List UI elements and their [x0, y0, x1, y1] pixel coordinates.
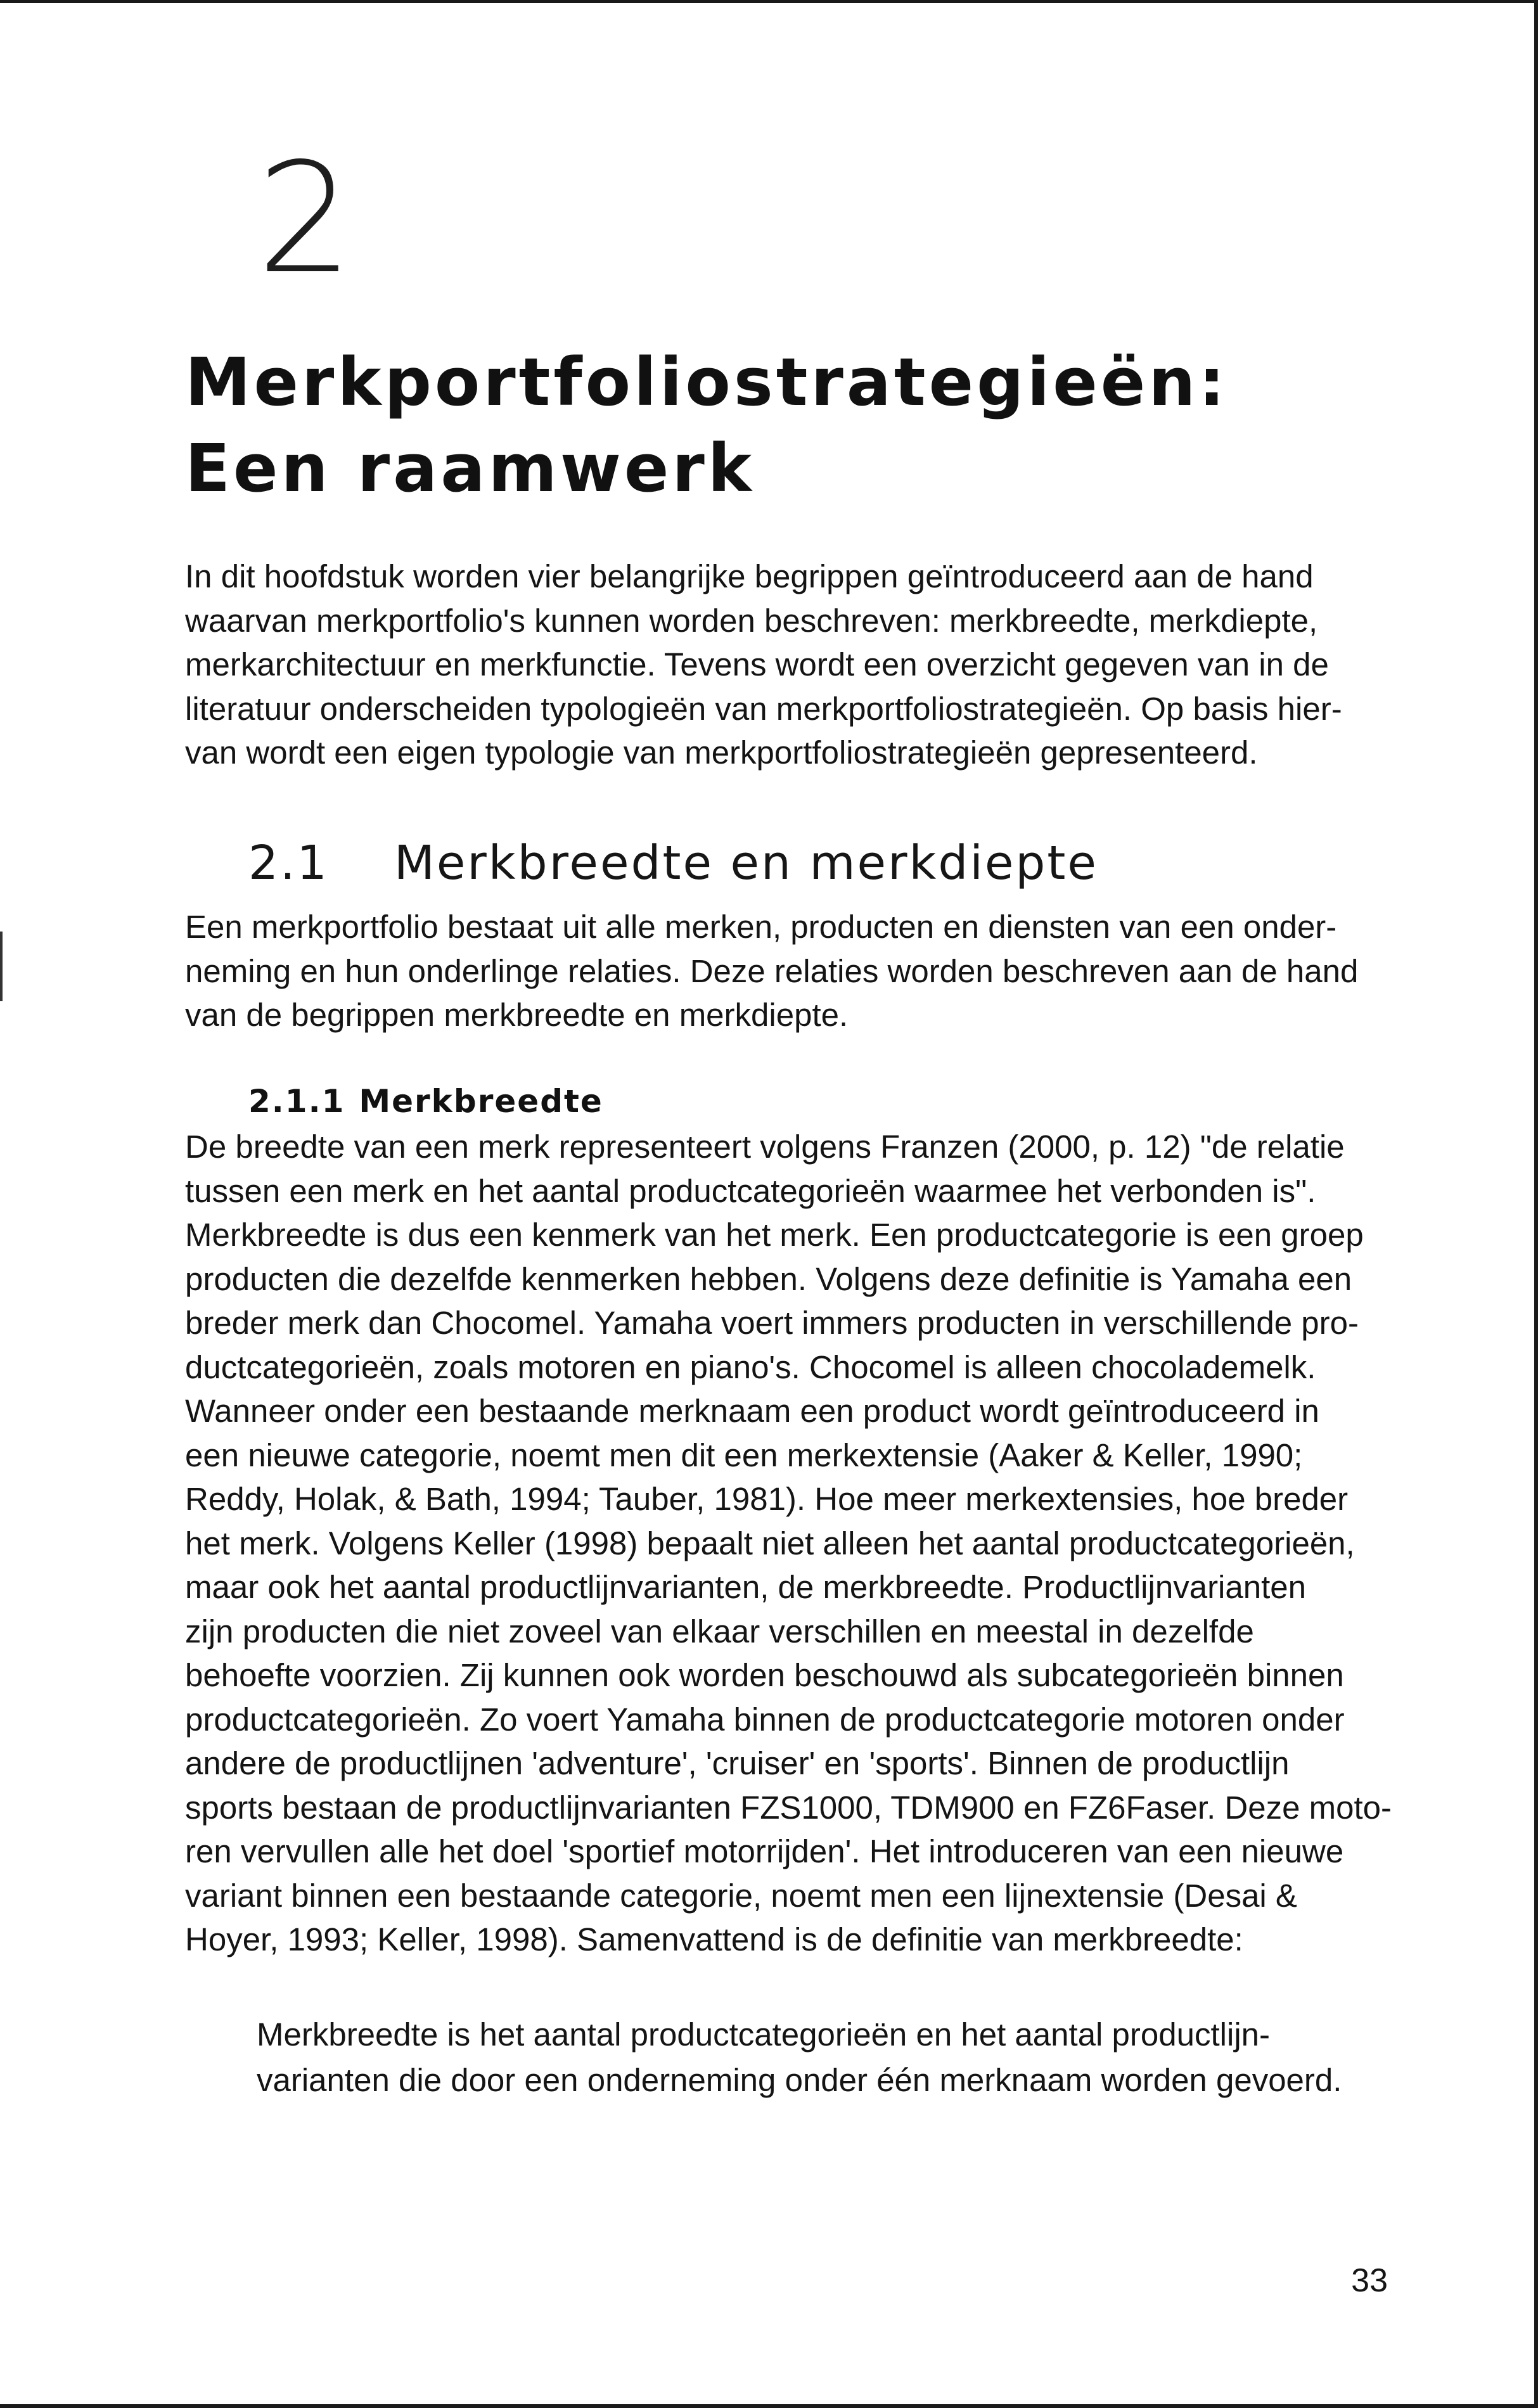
page-number: 33	[1351, 2262, 1388, 2299]
definition-line: varianten die door een onderneming onder één merknaam worden gevoerd.	[257, 2062, 1342, 2098]
paragraph-line: Merkbreedte is dus een kenmerk van het merk. Een productcategorie is een groep	[185, 1217, 1364, 1253]
paragraph-line: merkarchitectuur en merkfunctie. Tevens wordt een overzicht gegeven van in de	[185, 646, 1329, 682]
paragraph-line: ductcategorieën, zoals motoren en piano's. Chocomel is alleen chocolademelk.	[185, 1348, 1316, 1385]
chapter-title-line-2: Een raamwerk	[185, 430, 755, 507]
chapter-title	[185, 339, 1452, 511]
section-number: 2.1	[248, 836, 329, 890]
paragraph-line: variant binnen een bestaande categorie, noemt men een lijnextensie (Desai &	[185, 1877, 1297, 1914]
definition-line: Merkbreedte is het aantal productcategorieën en het aantal productlijn-	[257, 2016, 1271, 2053]
subsection-number: 2.1.1	[248, 1083, 345, 1120]
paragraph-line: ren vervullen alle het doel 'sportief motorrijden'. Het introduceren van een nieuwe	[185, 1833, 1344, 1869]
paragraph-line: het merk. Volgens Keller (1998) bepaalt niet alleen het aantal productcategorieën,	[185, 1525, 1355, 1561]
intro-paragraph	[185, 554, 1389, 775]
paragraph-line: breder merk dan Chocomel. Yamaha voert immers producten in verschillende pro-	[185, 1305, 1359, 1341]
paragraph-line: productcategorieën. Zo voert Yamaha binnen de productcategorie motoren onder	[185, 1701, 1345, 1738]
section-2-1-1-paragraph	[185, 1125, 1392, 1962]
paragraph-line: neming en hun onderlinge relaties. Deze relaties worden beschreven aan de hand	[185, 952, 1359, 989]
paragraph-line: andere de productlijnen 'adventure', 'cruiser' en 'sports'. Binnen de productlijn	[185, 1745, 1290, 1781]
subsection-title: Merkbreedte	[359, 1083, 603, 1120]
paragraph-line: van de begrippen merkbreedte en merkdiepte.	[185, 997, 849, 1033]
paragraph-line: tussen een merk en het aantal productcategorieën waarmee het verbonden is".	[185, 1172, 1316, 1209]
paragraph-line: Wanneer onder een bestaande merknaam een product wordt geïntroduceerd in	[185, 1393, 1319, 1429]
paragraph-line: van wordt een eigen typologie van merkportfoliostrategieën gepresenteerd.	[185, 734, 1258, 771]
subsection-heading-2-1-1	[248, 1082, 603, 1120]
paragraph-line: Hoyer, 1993; Keller, 1998). Samenvattend is de definitie van merkbreedte:	[185, 1921, 1243, 1957]
paragraph-line: waarvan merkportfolio's kunnen worden beschreven: merkbreedte, merkdiepte,	[185, 602, 1318, 639]
paragraph-line: De breedte van een merk representeert volgens Franzen (2000, p. 12) "de relatie	[185, 1129, 1345, 1165]
section-2-1-paragraph	[185, 905, 1389, 1037]
paragraph-line: Een merkportfolio bestaat uit alle merken, producten en diensten van een onder-	[185, 909, 1337, 945]
paragraph-line: Reddy, Holak, & Bath, 1994; Tauber, 1981). Hoe meer merkextensies, hoe breder	[185, 1481, 1349, 1517]
paragraph-line: literatuur onderscheiden typologieën van merkportfoliostrategieën. Op basis hier-	[185, 690, 1342, 727]
section-title: Merkbreedte en merkdiepte	[394, 836, 1098, 890]
paragraph-line: sports bestaan de productlijnvarianten FZS1000, TDM900 en FZ6Faser. Deze moto-	[185, 1789, 1392, 1826]
paragraph-line: maar ook het aantal productlijnvarianten, de merkbreedte. Productlijnvarianten	[185, 1569, 1307, 1605]
chapter-title-line-1: Merkportfoliostrategieën:	[185, 343, 1228, 421]
paragraph-line: producten die dezelfde kenmerken hebben. Volgens deze definitie is Yamaha een	[185, 1260, 1352, 1297]
definition-block	[257, 2012, 1385, 2103]
paragraph-line: In dit hoofdstuk worden vier belangrijke begrippen geïntroduceerd aan de hand	[185, 558, 1314, 594]
chapter-number: 2	[257, 130, 354, 307]
section-heading-2-1	[248, 835, 1098, 892]
paragraph-line: zijn producten die niet zoveel van elkaar verschillen en meestal in dezelfde	[185, 1613, 1254, 1649]
scan-edge-mark	[0, 932, 3, 1001]
paragraph-line: een nieuwe categorie, noemt men dit een merkextensie (Aaker & Keller, 1990;	[185, 1437, 1303, 1473]
paragraph-line: behoefte voorzien. Zij kunnen ook worden beschouwd als subcategorieën binnen	[185, 1657, 1344, 1693]
